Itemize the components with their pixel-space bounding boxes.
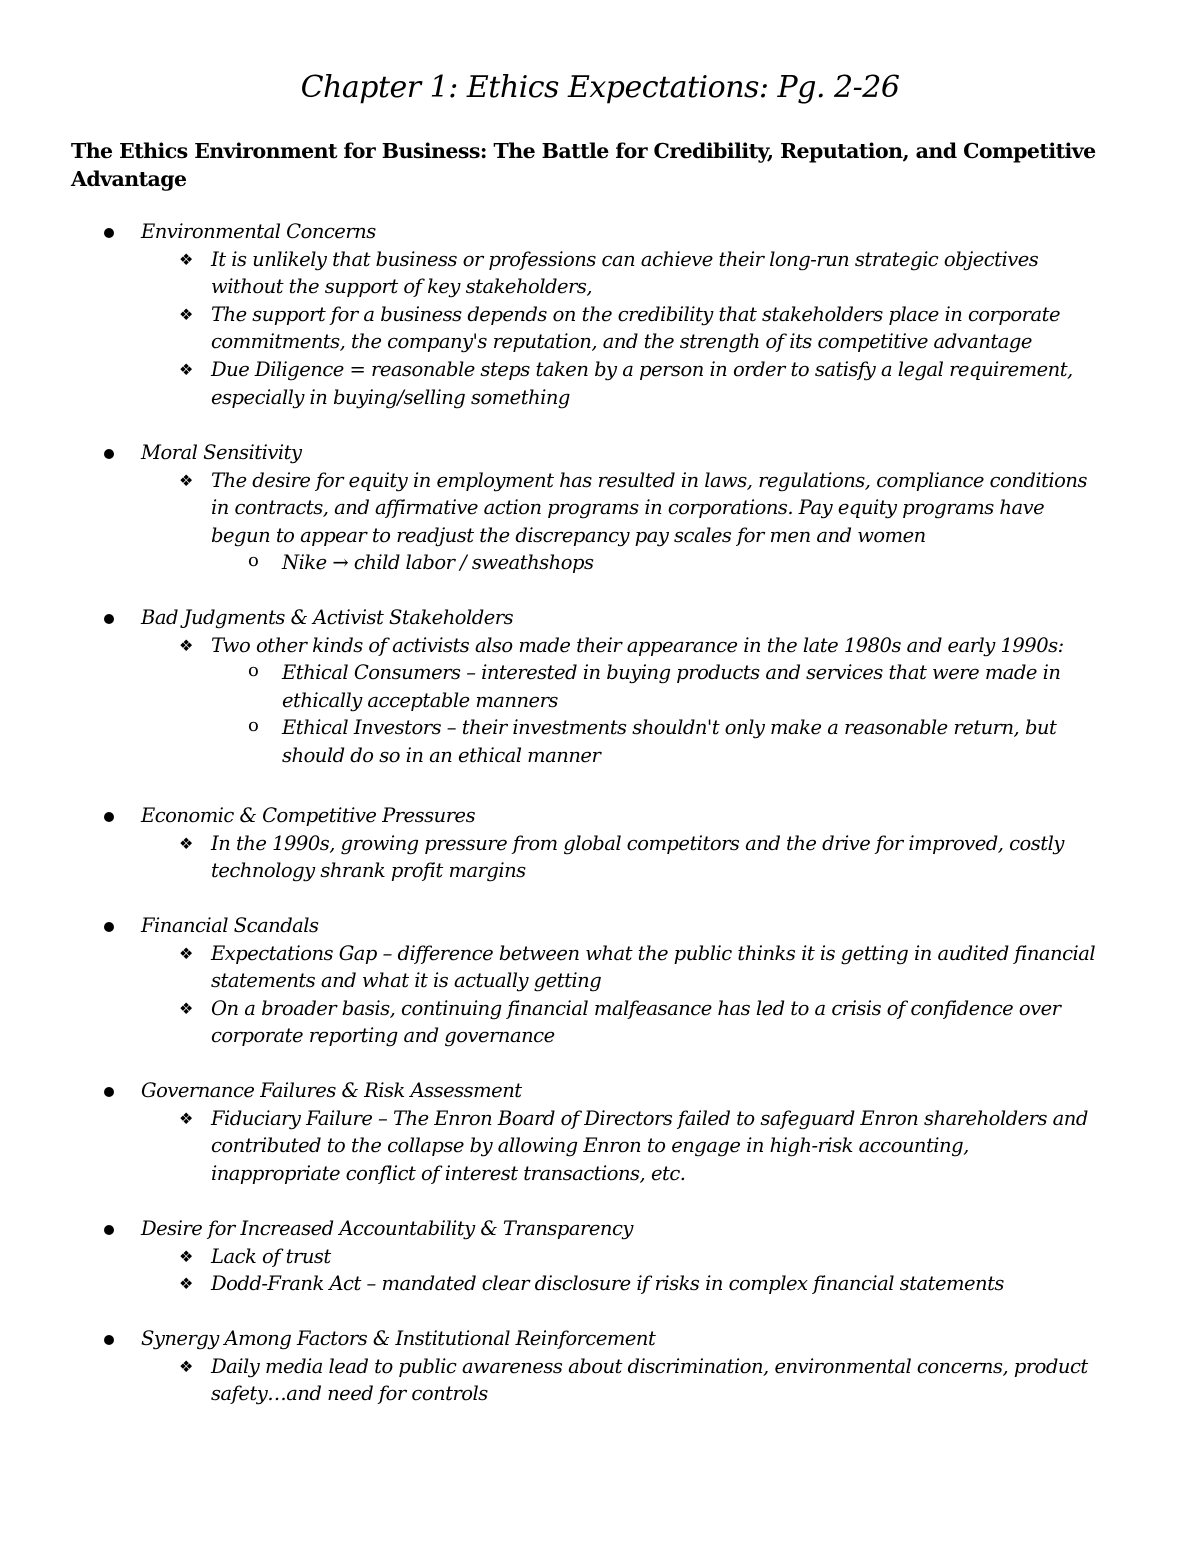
diamond-bullet-icon: ❖ — [179, 635, 193, 655]
page-title: Chapter 1: Ethics Expectations: Pg. 2-26 — [300, 70, 900, 105]
bullet-icon — [104, 449, 114, 459]
text-line: commitments, the company's reputation, and the strength of its competitive advantage — [211, 330, 1032, 354]
text-line: Ethical Consumers – interested in buying products and services that were made in — [282, 661, 1061, 685]
text-line: safety…and need for controls — [211, 1382, 488, 1406]
text-line: Fiduciary Failure – The Enron Board of Directors failed to safeguard Enron shareholders and — [211, 1106, 1088, 1130]
bullet-icon — [104, 1225, 114, 1235]
text-line: Governance Failures & Risk Assessment — [141, 1079, 522, 1102]
diamond-bullet-icon: ❖ — [179, 470, 193, 490]
text-line: ethically acceptable manners — [282, 688, 558, 712]
text-line: Dodd-Frank Act – mandated clear disclosure if risks in complex financial statements — [211, 1272, 1004, 1296]
circle-bullet-icon: o — [248, 550, 259, 572]
bullet-icon — [104, 228, 114, 238]
diamond-bullet-icon: ❖ — [179, 360, 193, 379]
text-line: Due Diligence = reasonable steps taken by a person in order to satisfy a legal requirement, — [211, 358, 1073, 381]
text-line: Moral Sensitivity — [141, 441, 302, 464]
text-line: statements and what it is actually getting — [211, 969, 602, 993]
bullet-icon — [104, 614, 114, 624]
text-line: The support for a business depends on the credibility that stakeholders place in corporate — [211, 302, 1060, 326]
text-line: Two other kinds of activists also made their appearance in the late 1980s and early 1990s: — [211, 633, 1064, 657]
text-line: technology shrank profit margins — [211, 859, 526, 883]
diamond-bullet-icon: ❖ — [179, 1274, 193, 1294]
text-line: in contracts, and affirmative action programs in corporations. Pay equity programs have — [211, 496, 1045, 520]
text-line: Bad Judgments & Activist Stakeholders — [141, 606, 514, 629]
bullet-icon — [104, 1335, 114, 1345]
text-line: Daily media lead to public awareness about discrimination, environmental concerns, product — [211, 1354, 1088, 1378]
text-line: Ethical Investors – their investments shouldn't only make a reasonable return, but — [282, 716, 1057, 740]
circle-bullet-icon: o — [248, 715, 259, 737]
text-line: It is unlikely that business or professions can achieve their long-run strategic objectives — [211, 247, 1039, 271]
diamond-bullet-icon: ❖ — [179, 1108, 193, 1128]
text-line: Lack of trust — [211, 1244, 331, 1268]
text-line: should do so in an ethical manner — [282, 744, 601, 767]
bullet-icon — [104, 922, 114, 932]
text-line: Economic & Competitive Pressures — [141, 804, 476, 827]
text-line: inappropriate conflict of interest transactions, etc. — [211, 1161, 686, 1185]
text-line: Desire for Increased Accountability & Transparency — [141, 1217, 633, 1240]
text-line: Expectations Gap – difference between what the public thinks it is getting in audited financial — [211, 941, 1096, 965]
diamond-bullet-icon: ❖ — [179, 943, 193, 963]
diamond-bullet-icon: ❖ — [179, 833, 193, 853]
text-line: Financial Scandals — [141, 914, 319, 937]
bullet-icon — [104, 812, 114, 822]
text-line: begun to appear to readjust the discrepancy pay scales for men and women — [211, 523, 926, 547]
text-line: without the support of key stakeholders, — [211, 275, 593, 299]
diamond-bullet-icon: ❖ — [179, 998, 193, 1018]
text-line: On a broader basis, continuing financial malfeasance has led to a crisis of confidence over — [211, 996, 1061, 1020]
diamond-bullet-icon: ❖ — [179, 304, 193, 324]
text-line: contributed to the collapse by allowing Enron to engage in high-risk accounting, — [211, 1134, 969, 1158]
bullet-icon — [104, 1087, 114, 1097]
text-line: corporate reporting and governance — [211, 1024, 555, 1048]
diamond-bullet-icon: ❖ — [179, 1356, 193, 1376]
text-line: Nike → child labor / sweathshops — [282, 551, 594, 575]
text-line: Synergy Among Factors & Institutional Reinforcement — [141, 1327, 656, 1350]
text-line: especially in buying/selling something — [211, 385, 570, 409]
diamond-bullet-icon: ❖ — [179, 1246, 193, 1266]
text-line: In the 1990s, growing pressure from global competitors and the drive for improved, costly — [211, 831, 1064, 855]
section-heading: The Ethics Environment for Business: The Battle for Credibility, Reputation, and Competitive Advantage — [71, 139, 1096, 191]
diamond-bullet-icon: ❖ — [179, 249, 193, 269]
circle-bullet-icon: o — [248, 660, 259, 682]
text-line: Environmental Concerns — [141, 220, 376, 243]
text-line: The desire for equity in employment has resulted in laws, regulations, compliance conditions — [211, 468, 1087, 492]
